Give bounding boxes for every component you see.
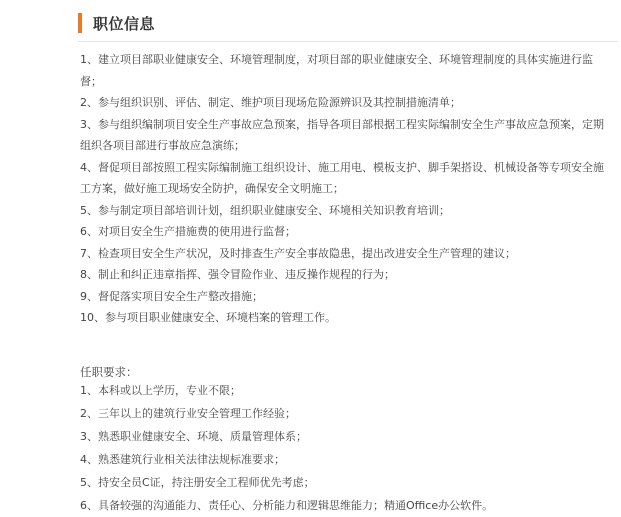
requirement-item: 6、具备较强的沟通能力、责任心、分析能力和逻辑思维能力；精通Office办公软件。 [80,499,494,512]
section-header [78,8,155,38]
duty-item: 5、参与制定项目部培训计划，组织职业健康安全、环境相关知识教育培训； [80,203,450,217]
requirement-item: 5、持安全员C证，持注册安全工程师优先考虑； [80,476,315,489]
requirement-item: 4、熟悉建筑行业相关法律法规标准要求； [80,453,285,466]
duty-item: 9、督促落实项目安全生产整改措施； [80,289,263,303]
requirement-item: 3、熟悉职业健康安全、环境、质量管理体系； [80,430,307,443]
duty-item: 8、制止和纠正违章指挥、强令冒险作业、违反操作规程的行为； [80,268,395,281]
duty-item: 7、检查项目安全生产状况，及时排查生产安全事故隐患，提出改进安全生产管理的建议； [80,246,516,260]
section-title: 职位信息 [93,14,156,33]
duty-item: 2、参与组织识别、评估、制定、维护项目现场危险源辨识及其控制措施清单； [80,96,461,109]
duty-item: 6、对项目安全生产措施费的使用进行监督； [80,225,296,238]
requirements-title: 任职要求： [80,365,138,379]
duty-item: 1、建立项目部职业健康安全、环境管理制度，对项目部的职业健康安全、环境管理制度的具体实施进行监督； [80,53,593,88]
duty-item: 10、参与项目职业健康安全、环境档案的管理工作。 [80,311,336,324]
requirement-item: 1、本科或以上学历，专业不限； [80,384,241,397]
duties-list [80,49,610,329]
divider [78,41,618,42]
duty-item: 4、督促项目部按照工程实际编制施工组织设计、施工用电、模板支护、脚手架搭设、机械设备等专项安全施工方案，做好施工现场安全防护，确保安全文明施工； [80,160,604,195]
duty-item: 3、参与组织编制项目安全生产事故应急预案，指导各项目部根据工程实际编制安全生产事故应急预案，定期组织各项目部进行事故应急演练； [80,117,604,152]
accent-bar [78,13,82,33]
requirements-list [80,379,610,517]
requirement-item: 2、三年以上的建筑行业安全管理工作经验； [80,407,296,420]
